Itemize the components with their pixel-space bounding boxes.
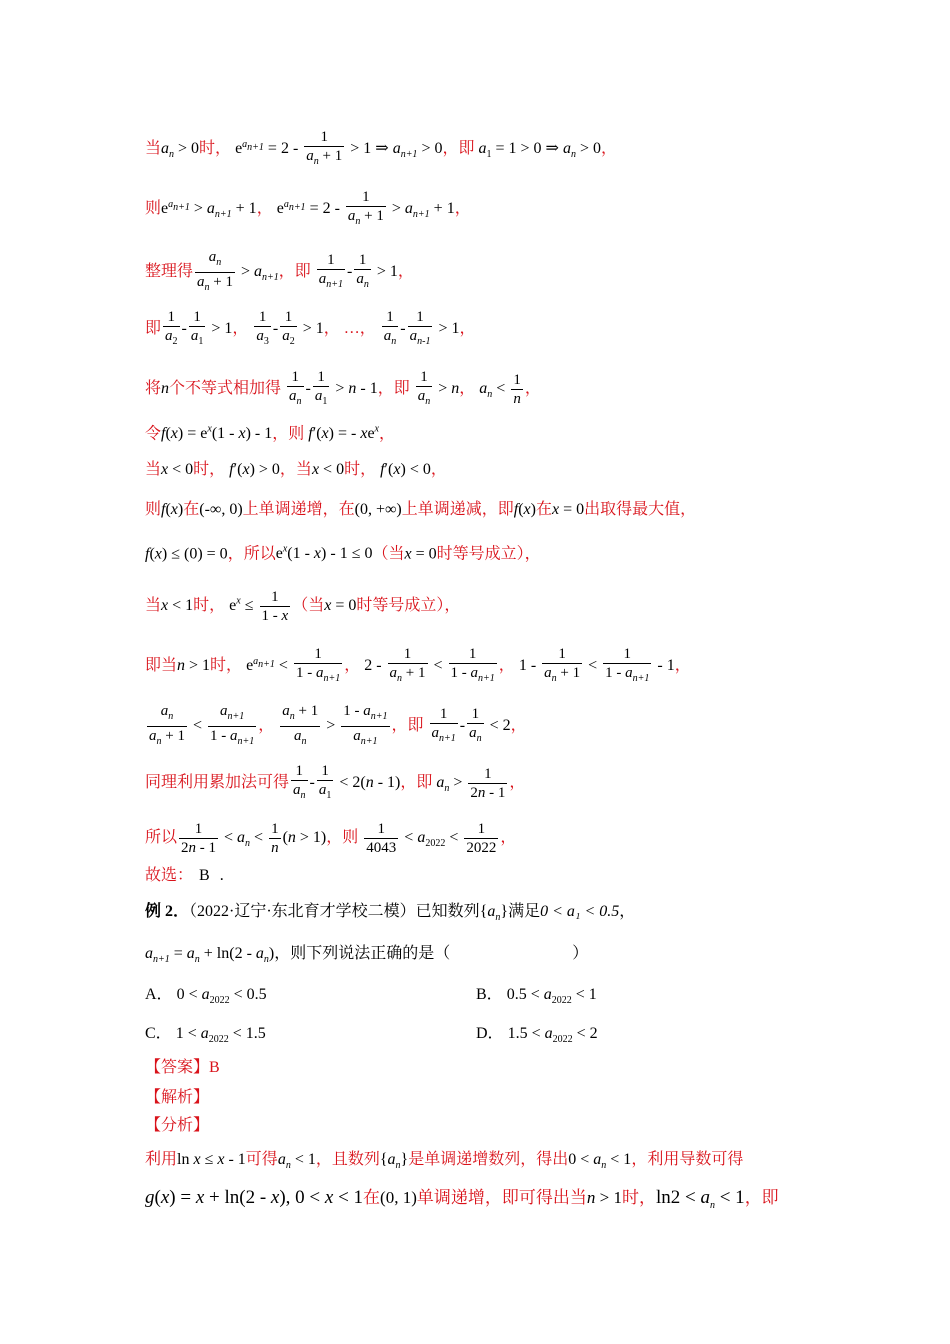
text: 令 — [145, 425, 162, 443]
text: 上单调递减，即 — [401, 501, 514, 518]
text: 即 — [145, 320, 162, 338]
text: 时， — [344, 461, 377, 478]
solution-line-14: 所以 $\frac{1}{2n - 1}$ < $a_n$ < $\frac{1}{n}$ (n > 1)，则 $\frac{1}{4043}$ < $a_{2022}$ < $\frac{1}{2022}$ ， — [145, 821, 517, 856]
text: ， — [600, 140, 617, 158]
text: ，即 — [391, 717, 424, 735]
solution-line-4: 即 $\frac{1}{a_2}$ - $\frac{1}{a_1}$ > 1， $\frac{1}{a_3}$ - $\frac{1}{a_2}$ > 1， …， $\frac{1}{a_n}$ - $\frac{1}{a_{n-1}}$ > 1， — [145, 309, 476, 347]
text: ，即 — [744, 1188, 779, 1207]
option-c[interactable]: C． $1 < a_{2022} < 1.5$ — [145, 1025, 266, 1046]
text: ） — [572, 945, 589, 962]
text: （2022·辽宁·东北育才学校二模）已知数列 — [189, 903, 480, 920]
text: 出取得最大值， — [584, 501, 697, 518]
text: ， — [498, 657, 515, 675]
text: 时等号成立）， — [436, 545, 541, 563]
solution-line-5: 将n个不等式相加得 $\frac{1}{a_n}$ - $\frac{1}{a_1}$ > n - 1，即 $\frac{1}{a_n}$ > n， $a_n$ < $\frac{1}{n}$ ， — [145, 369, 541, 407]
text: …， — [343, 320, 376, 338]
text: 0.5 < — [506, 986, 540, 1003]
answer-line — [145, 1058, 830, 1078]
text: 1.5 < — [507, 1025, 541, 1042]
text: 0 < — [176, 986, 198, 1003]
text: 在 — [183, 501, 200, 518]
text: ， — [256, 200, 273, 218]
text: ， — [379, 425, 396, 443]
text: < 2 — [576, 1025, 598, 1042]
solution-line-9: f(x) ≤ (0) = 0，所以$e^x(1 - x) - 1 \le 0$（当x = 0时等号成立）， — [145, 544, 541, 563]
text: 当 — [145, 140, 162, 158]
text: 时， — [210, 657, 243, 675]
text: ， — [509, 774, 526, 792]
text: 时等号成立）， — [356, 597, 461, 615]
text: 可得 — [245, 1151, 278, 1168]
option-a[interactable]: A． $0 < a_{2022} < 0.5$ — [145, 986, 267, 1007]
text: 满足 — [508, 903, 541, 920]
text: ， — [459, 320, 476, 338]
text: ， — [430, 461, 447, 478]
text: ，则下列说法正确的是（ — [274, 945, 451, 962]
text: 同理利用累加法可得 — [145, 774, 290, 792]
text: 则 — [145, 200, 162, 218]
example-label: 例 2． — [145, 903, 190, 920]
text: 整理得 — [145, 263, 194, 281]
text: ，利用导数可得 — [631, 1151, 744, 1168]
text: ， — [454, 200, 471, 218]
text: ， — [500, 829, 517, 847]
analysis-heading-2 — [145, 1116, 830, 1136]
analysis-line-2: g(x) = x + ln(2 - x), 0 < x < 1在(0, 1)单调递增，即可得出当n > 1时，$\ln 2 < a_n < 1$，即 — [145, 1187, 779, 1211]
answer-value: B — [209, 1059, 220, 1076]
text: . — [219, 867, 224, 884]
text: 是单调递增数列，得出 — [408, 1151, 569, 1168]
solution-line-11: 即当n > 1时， $e^{a_{n+1}}$ < $\frac{1}{1 - a_{n+1}}$ ， 2 - $\frac{1}{a_n + 1}$ < $\frac{1}{1 - a_{n+1}}$ ， 1 - $\frac{1}{a_n + 1}$ < $\frac{1}{1 - a_{n+1}}$ - 1， — [145, 646, 691, 684]
text: 当 — [145, 461, 162, 478]
solution-line-8: 则f(x)在(-∞, 0)上单调递增，在(0, +∞)上单调递减，即f(x)在x = 0出取得最大值， — [145, 501, 697, 518]
text: ， — [232, 320, 249, 338]
analysis-heading — [145, 1088, 830, 1108]
text: 在 — [535, 501, 552, 518]
text: ， — [524, 380, 541, 398]
solution-line-3: 整理得 $\frac{a_n}{a_n + 1}$ > $a_{n+1}$，即 $\frac{1}{a_{n+1}}$ - $\frac{1}{a_n}$ > 1， — [145, 249, 414, 293]
answer-label: 【答案】 — [145, 1059, 210, 1076]
text: 所以 — [145, 829, 178, 847]
text: 时， — [193, 461, 226, 478]
text: ， — [258, 717, 275, 735]
text: ， — [323, 320, 340, 338]
text: 时， — [621, 1188, 656, 1207]
option-d[interactable]: D． $1.5 < a_{2022} < 2$ — [476, 1025, 598, 1046]
text: ，即 — [442, 140, 475, 158]
text: ，且数列 — [315, 1151, 380, 1168]
solution-line-15 — [145, 866, 830, 886]
text: 时， — [193, 597, 226, 615]
text: ， — [510, 717, 527, 735]
text: 则 — [145, 501, 162, 518]
text: 在 — [363, 1188, 381, 1207]
example-recurrence: $a_{n+1} = a_n + \ln(2 - a_n)$，则下列说法正确的是（ ） — [145, 945, 589, 966]
text: ， — [674, 657, 691, 675]
text: 当 — [145, 597, 162, 615]
solution-line-10: 当x < 1时， $e^x$ ≤ $\frac{1}{1 - x}$ （当x = 0时等号成立）， — [145, 589, 461, 624]
text: 【分析】 — [145, 1117, 210, 1134]
text: ， — [344, 657, 361, 675]
text: 个不等式相加得 — [169, 380, 282, 398]
solution-line-7: 当x < 0时， f′(x) > 0，当x < 0时， f′(x) < 0， — [145, 461, 447, 478]
text: ，即 — [377, 380, 410, 398]
text: 【解析】 — [145, 1089, 210, 1106]
condition: 0 < a₁ < 0.5 — [540, 903, 620, 920]
text: 单调递增，即可得出当 — [416, 1188, 587, 1207]
text: ， — [459, 380, 476, 398]
text: < 1.5 — [232, 1025, 266, 1042]
option-b[interactable]: B． $0.5 < a_{2022} < 1$ — [476, 986, 597, 1007]
text: ，则 — [272, 425, 305, 443]
analysis-line-1: 利用ln x ≤ x - 1可得$a_n < 1$，且数列$\{a_n\}$是单调递增数列，得出$0 < a_n < 1$，利用导数可得 — [145, 1151, 744, 1172]
text: 1 < — [175, 1025, 197, 1042]
example-title: 例 2．（2022·辽宁·东北育才学校二模）已知数列$\{a_n\}$满足0 < a₁ < 0.5， — [145, 903, 636, 924]
text: ， — [397, 263, 414, 281]
text: （当 — [292, 597, 325, 615]
text: ，则 — [326, 829, 359, 847]
text: ，即 — [278, 263, 311, 281]
option-label: A． — [145, 986, 173, 1003]
text: 将 — [145, 380, 162, 398]
solution-line-6: 令$f(x) = e^x(1 - x) - 1$，则 f′(x) = - $xe^x$， — [145, 424, 396, 443]
text: ，所以 — [227, 545, 276, 563]
text: ，即 — [400, 774, 433, 792]
text: 上单调递增，在 — [242, 501, 355, 518]
solution-line-12: $\frac{a_n}{a_n + 1}$ < $\frac{a_{n+1}}{1 - a_{n+1}}$ ， $\frac{a_n + 1}{a_n}$ > $\frac{1 - a_{n+1}}{a_{n+1}}$ ，即 $\frac{1}{a_{n+1}}$ - $\frac{1}{a_n}$ < 2， — [149, 703, 527, 747]
text: 利用 — [145, 1151, 178, 1168]
option-label: B． — [476, 986, 503, 1003]
text: < 0.5 — [233, 986, 267, 1003]
text: 故选： — [145, 867, 194, 884]
solution-line-1: 当$a_n > 0$时， $e^{a_{n+1}} = 2$ - $\frac{1}{a_n + 1}$ > 1 ⇒ $a_{n+1} > 0$，即 $a_1 = 1 > 0$ ⇒ $a_n > 0$， — [145, 129, 617, 167]
text: ，当 — [279, 461, 312, 478]
text: 时， — [199, 140, 232, 158]
text: （当 — [372, 545, 405, 563]
text: 即当 — [145, 657, 178, 675]
option-label: C． — [145, 1025, 172, 1042]
solution-line-2: 则$e^{a_{n+1}} > a_{n+1} + 1$， $e^{a_{n+1}} = 2$ - $\frac{1}{a_n + 1}$ > $a_{n+1} + 1$， — [145, 189, 471, 227]
text: < 1 — [575, 986, 597, 1003]
option-label: D． — [476, 1025, 504, 1042]
solution-line-13: 同理利用累加法可得 $\frac{1}{a_n}$ - $\frac{1}{a_1}$ < 2(n - 1)，即 $a_n$ > $\frac{1}{2n - 1}$ ， — [145, 763, 526, 801]
text: B — [199, 867, 210, 884]
